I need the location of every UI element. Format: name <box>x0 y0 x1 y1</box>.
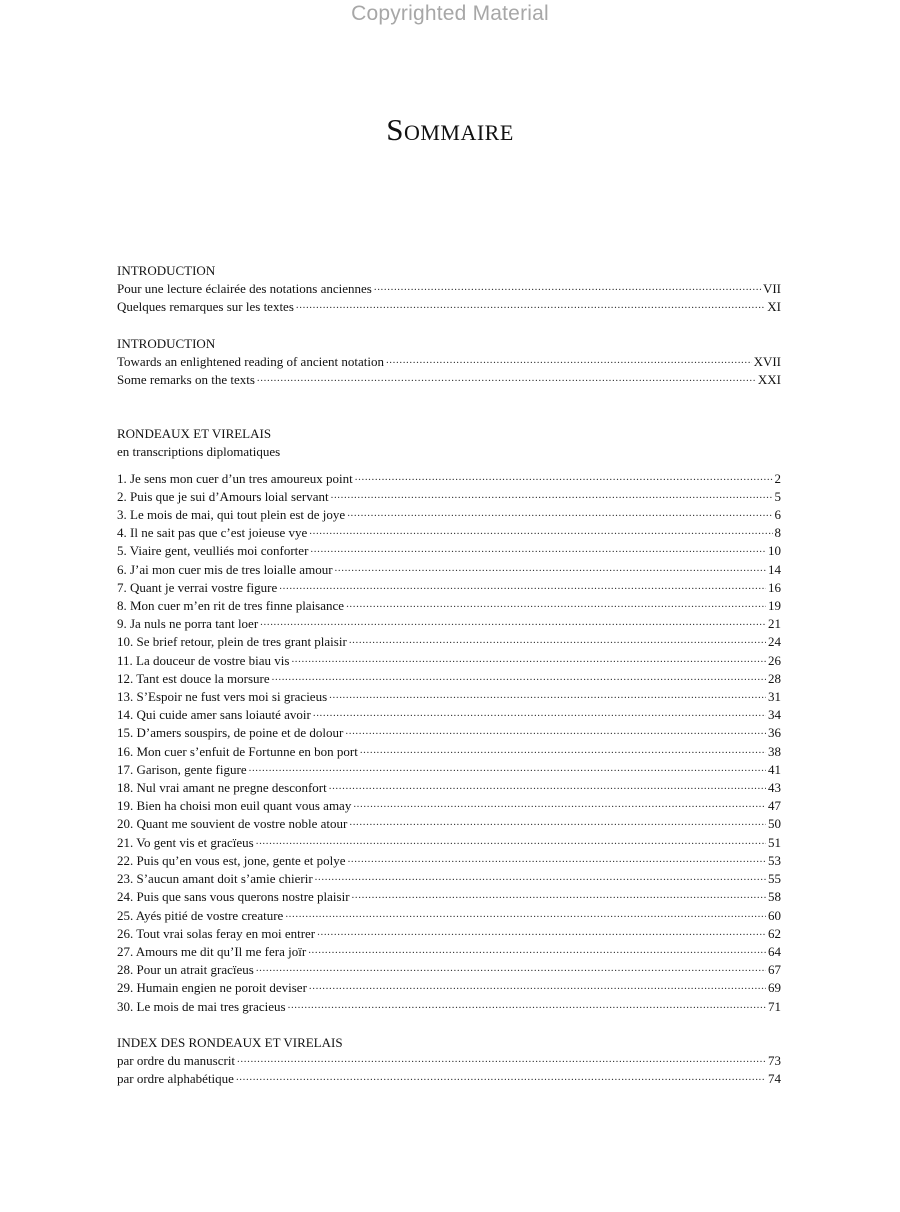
entry-title: 1. Je sens mon cuer d’un tres amoureux point <box>117 470 353 486</box>
entry-page-number: 14 <box>768 561 781 577</box>
entry-page-number: XVII <box>753 353 781 369</box>
entry-title: 8. Mon cuer m’en rit de tres finne plaisance <box>117 598 345 614</box>
entry-page-number: 50 <box>768 816 781 832</box>
entry-page-number: 2 <box>774 470 781 486</box>
toc-entry[interactable] <box>117 280 781 298</box>
entry-title: 14. Qui cuide amer sans loiauté avoir <box>117 707 311 723</box>
entry-title: 6. J’ai mon cuer mis de tres loialle amour <box>117 561 333 577</box>
toc-entry[interactable] <box>117 907 781 925</box>
dot-leader <box>237 1053 766 1065</box>
dot-leader <box>288 999 766 1011</box>
toc-entry[interactable] <box>117 834 781 852</box>
toc-entry[interactable] <box>117 524 781 542</box>
copyright-watermark: Copyrighted Material <box>351 2 549 25</box>
dot-leader <box>349 634 766 646</box>
entry-title: 29. Humain engien ne poroit deviser <box>117 980 307 996</box>
dot-leader <box>346 598 766 610</box>
entry-page-number: 26 <box>768 652 781 668</box>
dot-leader <box>317 926 766 938</box>
entry-page-number: 58 <box>768 889 781 905</box>
dot-leader <box>355 471 773 483</box>
dot-leader <box>279 580 766 592</box>
entry-title: 7. Quant je verrai vostre figure <box>117 579 278 595</box>
entry-page-number: 62 <box>768 925 781 941</box>
dot-leader <box>296 299 765 311</box>
entry-title: 9. Ja nuls ne porra tant loer <box>117 616 259 632</box>
entry-title: 20. Quant me souvient de vostre noble atour <box>117 816 348 832</box>
entry-title: 13. S’Espoir ne fust vers moi si gracieus <box>117 689 328 705</box>
dot-leader <box>310 543 766 555</box>
entry-page-number: 43 <box>768 780 781 796</box>
toc-entry[interactable] <box>117 506 781 524</box>
entry-title: par ordre alphabétique <box>117 1071 234 1087</box>
toc-entry[interactable] <box>117 797 781 815</box>
toc-entry[interactable] <box>117 724 781 742</box>
toc-entry[interactable] <box>117 371 781 389</box>
entry-title: 4. Il ne sait pas que c’est joieuse vye <box>117 525 308 541</box>
toc-entry[interactable] <box>117 943 781 961</box>
toc-section <box>117 335 781 390</box>
toc-section <box>117 425 781 1016</box>
entry-title: 25. Ayés pitié de vostre creature <box>117 907 284 923</box>
toc-entry[interactable] <box>117 925 781 943</box>
toc-entry[interactable] <box>117 779 781 797</box>
entry-page-number: 10 <box>768 543 781 559</box>
entry-page-number: 51 <box>768 834 781 850</box>
section-heading: RONDEAUX ET VIRELAIS <box>117 426 272 442</box>
dot-leader <box>309 525 772 537</box>
entry-page-number: 38 <box>768 743 781 759</box>
entry-title: 2. Puis que je sui d’Amours loial servant <box>117 488 329 504</box>
dot-leader <box>352 889 766 901</box>
table-of-contents <box>117 262 781 1088</box>
page-title: Sommaire <box>386 112 514 147</box>
toc-entry[interactable] <box>117 979 781 997</box>
toc-section <box>117 1034 781 1089</box>
entry-title: 24. Puis que sans vous querons nostre plaisir <box>117 889 350 905</box>
entry-page-number: 41 <box>768 761 781 777</box>
entry-page-number: 34 <box>768 707 781 723</box>
dot-leader <box>374 281 761 293</box>
dot-leader <box>331 489 773 501</box>
entry-title: 22. Puis qu’en vous est, jone, gente et polye <box>117 852 346 868</box>
entry-page-number: 6 <box>774 507 781 523</box>
dot-leader <box>335 562 766 574</box>
entry-page-number: 55 <box>768 871 781 887</box>
dot-leader <box>345 725 766 737</box>
entry-page-number: 19 <box>768 598 781 614</box>
toc-entry[interactable] <box>117 1052 781 1070</box>
toc-entry[interactable] <box>117 852 781 870</box>
entry-title: 15. D’amers souspirs, de poine et de dolour <box>117 725 344 741</box>
dot-leader <box>329 689 766 701</box>
entry-title: 17. Garison, gente figure <box>117 761 247 777</box>
toc-entry[interactable] <box>117 743 781 761</box>
toc-entry[interactable] <box>117 688 781 706</box>
entry-title: 21. Vo gent vis et gracïeus <box>117 834 254 850</box>
toc-entry[interactable] <box>117 815 781 833</box>
dot-leader <box>360 744 766 756</box>
entry-page-number: 24 <box>768 634 781 650</box>
toc-entry[interactable] <box>117 652 781 670</box>
toc-entry[interactable] <box>117 870 781 888</box>
toc-entry[interactable] <box>117 888 781 906</box>
dot-leader <box>315 871 766 883</box>
entry-title: 23. S’aucun amant doit s’amie chierir <box>117 871 313 887</box>
dot-leader <box>260 616 766 628</box>
section-subheading: en transcriptions diplomatiques <box>117 444 281 460</box>
toc-entry[interactable] <box>117 670 781 688</box>
toc-entry[interactable] <box>117 615 781 633</box>
entry-title: Towards an enlightened reading of ancient notation <box>117 353 384 369</box>
toc-entry[interactable] <box>117 542 781 560</box>
entry-page-number: 74 <box>768 1071 781 1087</box>
entry-page-number: 53 <box>768 852 781 868</box>
dot-leader <box>329 780 766 792</box>
entry-title: 3. Le mois de mai, qui tout plein est de joye <box>117 507 346 523</box>
toc-section <box>117 262 781 317</box>
entry-page-number: 16 <box>768 579 781 595</box>
toc-entry[interactable] <box>117 579 781 597</box>
entry-title: 28. Pour un atrait gracïeus <box>117 962 254 978</box>
entry-page-number: 31 <box>768 689 781 705</box>
toc-entry[interactable] <box>117 353 781 371</box>
dot-leader <box>249 762 766 774</box>
entry-title: 26. Tout vrai solas feray en moi entrer <box>117 925 316 941</box>
entry-title: 12. Tant est douce la morsure <box>117 670 270 686</box>
section-heading: INDEX DES RONDEAUX ET VIRELAIS <box>117 1034 343 1050</box>
entry-page-number: 73 <box>768 1052 781 1068</box>
dot-leader <box>257 372 756 384</box>
dot-leader <box>347 507 772 519</box>
entry-title: 27. Amours me dit qu’Il me fera joïr <box>117 943 307 959</box>
entry-title: 5. Viaire gent, veulliés moi conforter <box>117 543 309 559</box>
entry-page-number: VII <box>762 281 781 297</box>
entry-title: 11. La douceur de vostre biau vis <box>117 652 290 668</box>
entry-title: 16. Mon cuer s’enfuit de Fortunne en bon port <box>117 743 358 759</box>
toc-entry[interactable] <box>117 961 781 979</box>
dot-leader <box>349 816 766 828</box>
toc-entry[interactable] <box>117 298 781 316</box>
entry-title: Pour une lecture éclairée des notations anciennes <box>117 281 372 297</box>
toc-entry[interactable] <box>117 1070 781 1088</box>
toc-entry[interactable] <box>117 706 781 724</box>
dot-leader <box>309 980 766 992</box>
toc-entry[interactable] <box>117 761 781 779</box>
entry-title: par ordre du manuscrit <box>117 1052 236 1068</box>
section-heading: INTRODUCTION <box>117 263 216 278</box>
section-heading: INTRODUCTION <box>117 335 216 351</box>
entry-title: 19. Bien ha choisi mon euil quant vous amay <box>117 798 352 814</box>
dot-leader <box>285 908 766 920</box>
entry-title: 10. Se brief retour, plein de tres grant plaisir <box>117 634 347 650</box>
entry-page-number: 28 <box>768 670 781 686</box>
dot-leader <box>353 798 766 810</box>
dot-leader <box>313 707 766 719</box>
entry-title: Some remarks on the texts <box>117 372 255 388</box>
dot-leader <box>308 944 766 956</box>
entry-page-number: 71 <box>768 998 781 1014</box>
entry-page-number: 36 <box>768 725 781 741</box>
entry-page-number: 64 <box>768 943 781 959</box>
entry-page-number: XI <box>767 299 781 315</box>
dot-leader <box>256 962 766 974</box>
entry-page-number: 60 <box>768 907 781 923</box>
entry-title: 30. Le mois de mai tres gracieus <box>117 998 286 1014</box>
dot-leader <box>348 853 766 865</box>
toc-entry[interactable] <box>117 561 781 579</box>
entry-page-number: 21 <box>768 616 781 632</box>
toc-entry[interactable] <box>117 633 781 651</box>
entry-page-number: 67 <box>768 962 781 978</box>
toc-entry[interactable] <box>117 488 781 506</box>
entry-page-number: 47 <box>768 798 781 814</box>
dot-leader <box>236 1071 766 1083</box>
entry-title: Quelques remarques sur les textes <box>117 299 294 315</box>
entry-page-number: 8 <box>774 525 781 541</box>
toc-entry[interactable] <box>117 998 781 1016</box>
entry-title: 18. Nul vrai amant ne pregne desconfort <box>117 780 327 796</box>
toc-entry[interactable] <box>117 470 781 488</box>
dot-leader <box>256 835 766 847</box>
toc-entry[interactable] <box>117 597 781 615</box>
dot-leader <box>386 354 752 366</box>
dot-leader <box>291 653 766 665</box>
dot-leader <box>272 671 766 683</box>
entry-page-number: 69 <box>768 980 781 996</box>
entry-page-number: XXI <box>757 372 781 388</box>
entry-page-number: 5 <box>774 488 781 504</box>
